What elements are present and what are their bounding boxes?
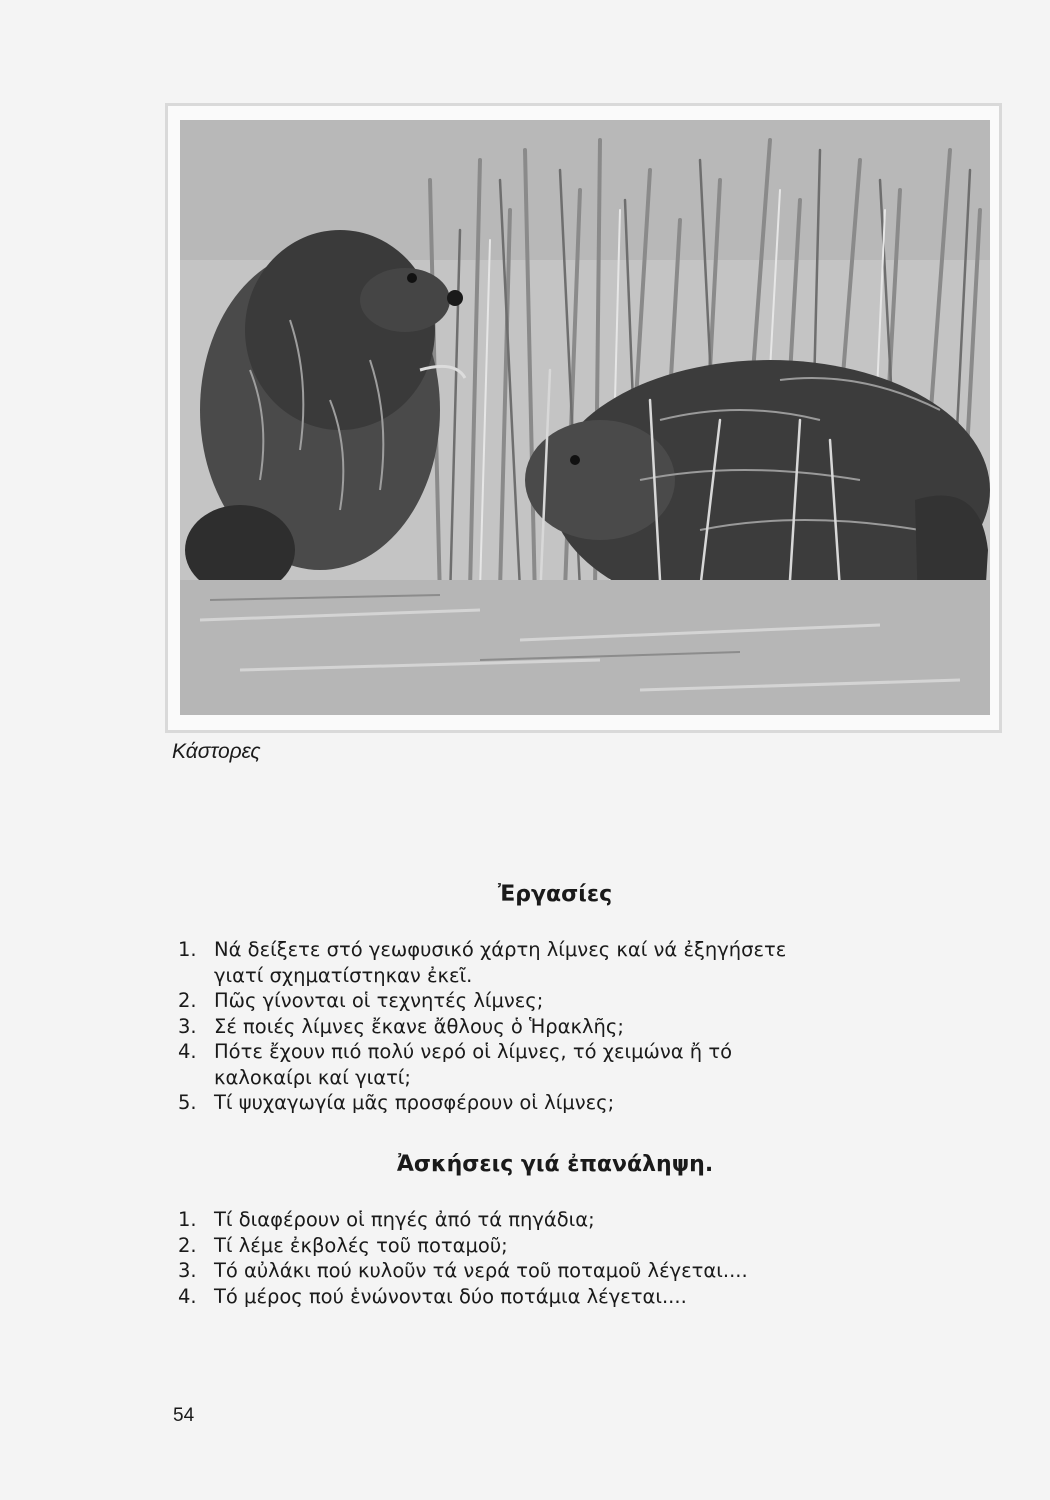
list-item: 1. Νά δείξετε στό γεωφυσικό χάρτη λίμνες καί νά ἐξηγήσετε γιατί σχηματίστηκαν ἐκεῖ. — [178, 938, 787, 987]
list-item: 3. Τό αὐλάκι πού κυλοῦν τά νερά τοῦ ποταμοῦ λέγεται.... — [178, 1259, 748, 1282]
review-list — [178, 1207, 814, 1309]
list-item: 4. Πότε ἔχουν πιό πολύ νερό οἱ λίμνες, τό χειμώνα ἤ τό καλοκαίρι καί γιατί; — [178, 1040, 733, 1089]
list-item: 4. Τό μέρος πού ἑνώνονται δύο ποτάμια λέγεται.... — [178, 1284, 687, 1308]
section-heading-review: Ἀσκήσεις γιά ἐπανάληψη. — [396, 1152, 714, 1177]
section-heading-tasks: Ἐργασίες — [497, 882, 613, 907]
list-item: 3. Σέ ποιές λίμνες ἔκανε ἄθλους ὁ Ἡρακλῆς; — [178, 1014, 624, 1038]
list-item: 5. Τί ψυχαγωγία μᾶς προσφέρουν οἱ λίμνες; — [178, 1091, 615, 1114]
list-item: 2. Πῶς γίνονται οἱ τεχνητές λίμνες; — [178, 989, 544, 1012]
image-caption: Κάστορες — [172, 740, 261, 763]
list-item: 1. Τί διαφέρουν οἱ πηγές ἀπό τά πηγάδια; — [178, 1208, 595, 1231]
beavers-illustration — [180, 120, 990, 715]
list-item: 2. Τί λέμε ἐκβολές τοῦ ποταμοῦ; — [178, 1233, 508, 1257]
tasks-list — [178, 937, 814, 1116]
page-number: 54 — [173, 1405, 195, 1426]
